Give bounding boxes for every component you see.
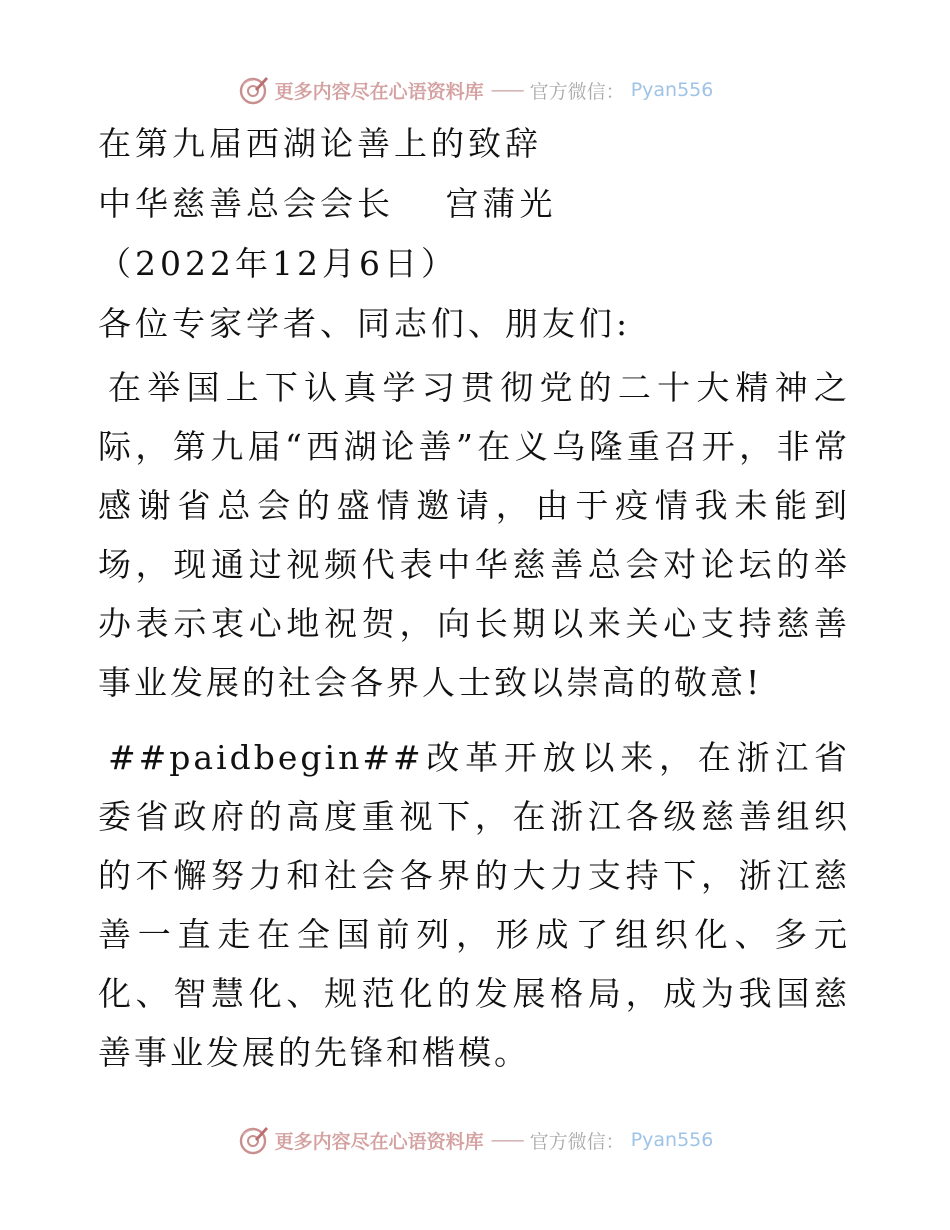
watermark-wechat-id: Pyan556: [630, 79, 714, 101]
document-greeting: 各位专家学者、同志们、朋友们:: [98, 304, 632, 343]
header-watermark: [0, 70, 950, 110]
document-date: （2022年12月6日）: [98, 244, 458, 283]
watermark-wechat-id: Pyan556: [630, 1129, 714, 1151]
watermark-dash: ——: [490, 79, 523, 101]
watermark-banner: [237, 74, 714, 106]
watermark-text: 更多内容尽在心语资料库: [274, 1130, 484, 1153]
paragraph: 在举国上下认真学习贯彻党的二十大精神之际，第九届“西湖论善”在义乌隆重召开，非常感谢省总会的盛情邀请，由于疫情我未能到场，现通过视频代表中华慈善总会对论坛的举办表示衷心地祝贺，向长期以来关心支持慈善事业发展的社会各界人士致以崇高的敬意!: [98, 368, 850, 702]
watermark-wechat-label: 官方微信：: [529, 80, 625, 103]
document-author: 中华慈善总会会长 宫蒲光: [98, 184, 557, 223]
watermark-text: 更多内容尽在心语资料库: [274, 80, 484, 103]
document-body: [98, 120, 850, 1082]
quill-logo-icon: [237, 1124, 269, 1156]
document-title: 在第九届西湖论善上的致辞: [98, 124, 542, 163]
watermark-dash: ——: [490, 1129, 523, 1151]
footer-watermark: [0, 1120, 950, 1160]
watermark-wechat-label: 官方微信：: [529, 1130, 625, 1153]
watermark-banner: [237, 1124, 714, 1156]
paragraph: ##paidbegin##改革开放以来，在浙江省委省政府的高度重视下，在浙江各级慈善组织的不懈努力和社会各界的大力支持下，浙江慈善一直走在全国前列，形成了组织化、多元化、智慧化、规范化的发展格局，成为我国慈善事业发展的先锋和楷模。: [98, 738, 850, 1072]
quill-logo-icon: [237, 74, 269, 106]
